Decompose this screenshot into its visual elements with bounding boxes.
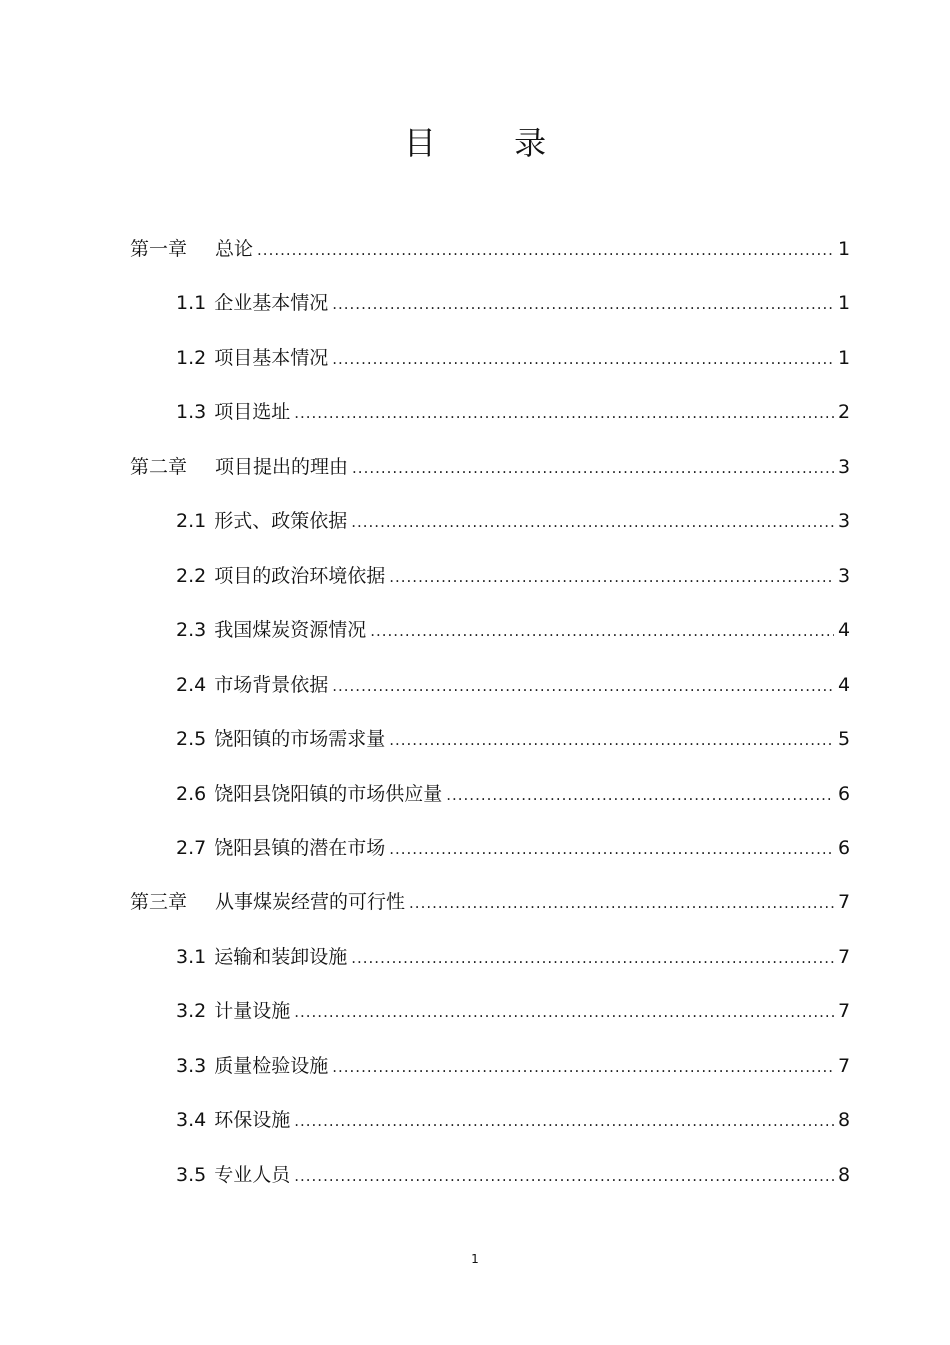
dot-leader: [257, 235, 834, 265]
toc-title: 项目选址: [214, 401, 291, 423]
dot-leader: [294, 997, 834, 1027]
toc-page-number: 7: [838, 946, 851, 968]
toc-number: 3.5: [176, 1164, 207, 1186]
toc-page-number: 4: [838, 619, 851, 641]
toc-entry-3-5[interactable]: [176, 1160, 850, 1190]
toc-page-number: 3: [838, 565, 851, 587]
dot-leader: [446, 780, 834, 810]
toc-number: 2.4: [176, 674, 207, 696]
toc-number: 2.1: [176, 510, 207, 532]
toc-title: 总论: [215, 238, 254, 260]
toc-title: 运输和装卸设施: [214, 946, 348, 968]
toc-page-number: 2: [838, 401, 851, 423]
toc-number: 1.3: [176, 401, 207, 423]
toc-number: 2.6: [176, 783, 207, 805]
toc-entry-chapter-2[interactable]: [130, 452, 850, 482]
toc-entry-2-6[interactable]: [176, 779, 850, 809]
toc-page-number: 1: [838, 347, 851, 369]
dot-leader: [332, 671, 834, 701]
toc-title: 企业基本情况: [214, 292, 329, 314]
toc-number: 1.2: [176, 347, 207, 369]
toc-title: 项目的政治环境依据: [214, 565, 386, 587]
toc-entry-1-1[interactable]: [176, 288, 850, 318]
toc-entry-2-1[interactable]: [176, 506, 850, 536]
toc-number: 2.3: [176, 619, 207, 641]
toc-entry-chapter-1[interactable]: [130, 234, 850, 264]
toc-number: 3.4: [176, 1109, 207, 1131]
toc-title: 市场背景依据: [214, 674, 329, 696]
toc-number: 第一章: [130, 238, 188, 260]
page-title: 目 录: [403, 124, 581, 162]
dot-leader: [389, 834, 834, 864]
toc-entry-3-3[interactable]: [176, 1051, 850, 1081]
dot-leader: [351, 943, 834, 973]
toc-entry-3-4[interactable]: [176, 1105, 850, 1135]
toc-number: 第二章: [130, 456, 188, 478]
dot-leader: [294, 1161, 834, 1191]
toc-title: 项目提出的理由: [215, 456, 349, 478]
dot-leader: [370, 616, 834, 646]
toc-page-number: 8: [838, 1109, 851, 1131]
toc-page-number: 7: [838, 1000, 851, 1022]
toc-entry-2-3[interactable]: [176, 615, 850, 645]
toc-page-number: 8: [838, 1164, 851, 1186]
toc-entry-2-4[interactable]: [176, 670, 850, 700]
dot-leader: [351, 507, 834, 537]
dot-leader: [352, 453, 834, 483]
dot-leader: [294, 398, 834, 428]
toc-entry-1-2[interactable]: [176, 343, 850, 373]
dot-leader: [389, 725, 834, 755]
toc-title: 项目基本情况: [214, 347, 329, 369]
toc-entry-chapter-3[interactable]: [130, 887, 850, 917]
toc-page-number: 5: [838, 728, 851, 750]
toc-number: 第三章: [130, 891, 188, 913]
toc-title: 形式、政策依据: [214, 510, 348, 532]
toc-title: 环保设施: [214, 1109, 291, 1131]
toc-page-number: 3: [838, 456, 851, 478]
toc-title: 从事煤炭经营的可行性: [215, 891, 406, 913]
toc-page-number: 1: [838, 292, 851, 314]
toc-page-number: 1: [838, 238, 851, 260]
toc-number: 1.1: [176, 292, 207, 314]
toc-entry-2-7[interactable]: [176, 833, 850, 863]
toc-page-number: 4: [838, 674, 851, 696]
dot-leader: [409, 888, 834, 918]
toc-number: 3.3: [176, 1055, 207, 1077]
toc-page-number: 6: [838, 783, 851, 805]
toc-number: 3.2: [176, 1000, 207, 1022]
toc-title: 我国煤炭资源情况: [214, 619, 367, 641]
dot-leader: [332, 1052, 834, 1082]
toc-entry-3-1[interactable]: [176, 942, 850, 972]
toc-number: 3.1: [176, 946, 207, 968]
toc-entry-2-2[interactable]: [176, 561, 850, 591]
toc-title: 饶阳镇的市场需求量: [214, 728, 386, 750]
toc-entry-2-5[interactable]: [176, 724, 850, 754]
toc-title: 饶阳县饶阳镇的市场供应量: [214, 783, 443, 805]
toc-page-number: 7: [838, 891, 851, 913]
dot-leader: [389, 562, 834, 592]
toc-title: 质量检验设施: [214, 1055, 329, 1077]
dot-leader: [332, 289, 834, 319]
toc-number: 2.7: [176, 837, 207, 859]
toc-number: 2.2: [176, 565, 207, 587]
toc-title: 饶阳县镇的潜在市场: [214, 837, 386, 859]
dot-leader: [294, 1106, 834, 1136]
toc-page-number: 6: [838, 837, 851, 859]
toc-number: 2.5: [176, 728, 207, 750]
toc-page-number: 3: [838, 510, 851, 532]
toc-entry-3-2[interactable]: [176, 996, 850, 1026]
toc-title: 计量设施: [214, 1000, 291, 1022]
toc-entry-1-3[interactable]: [176, 397, 850, 427]
toc-page-number: 7: [838, 1055, 851, 1077]
page-number: 1: [471, 1252, 479, 1266]
toc-title: 专业人员: [214, 1164, 291, 1186]
dot-leader: [332, 344, 834, 374]
